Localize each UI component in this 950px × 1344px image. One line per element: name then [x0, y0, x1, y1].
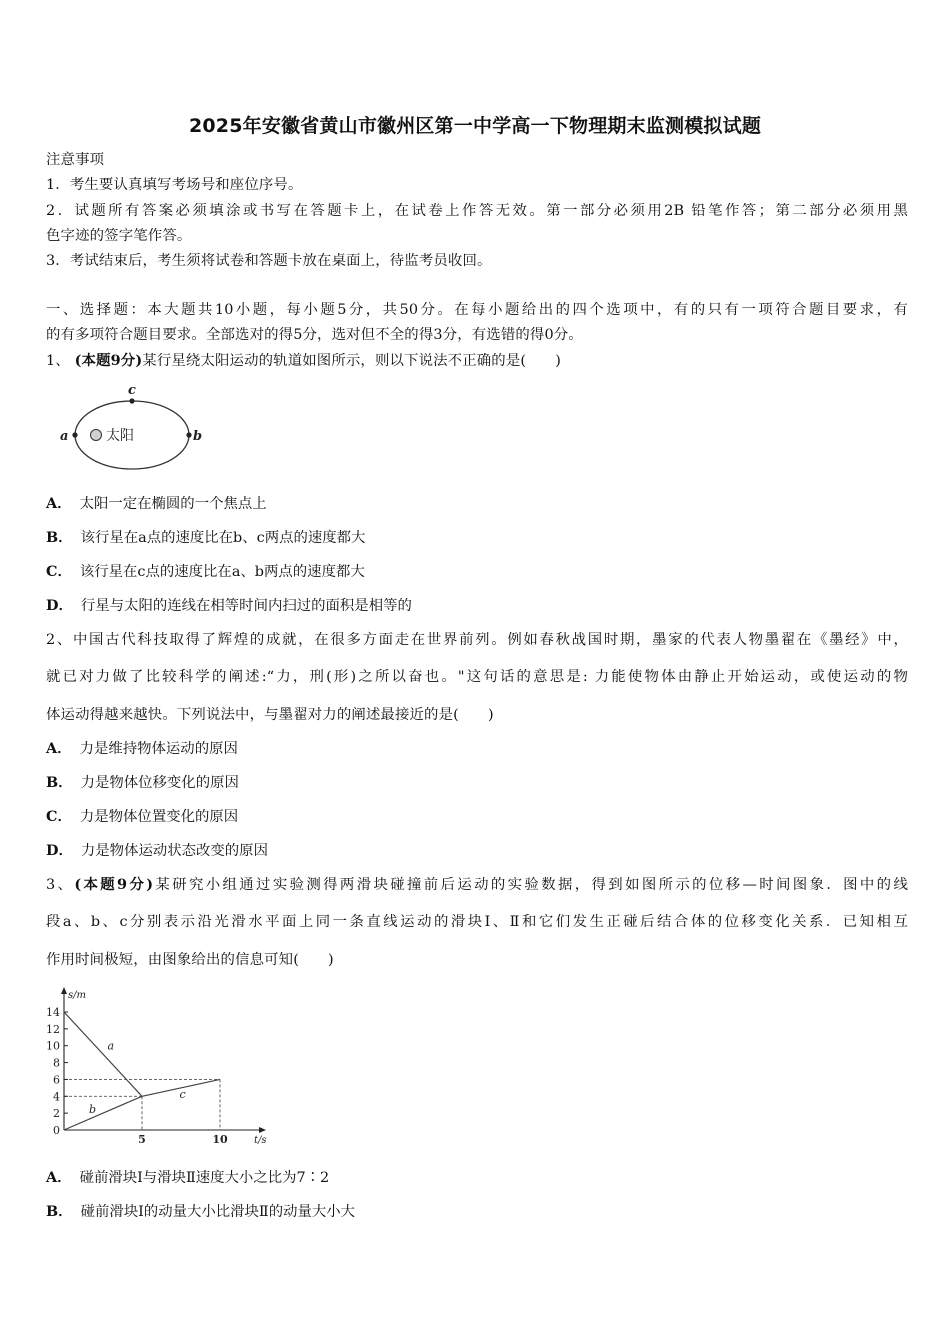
- sun-icon: [91, 430, 102, 441]
- notice-item-1: 1．考生要认真填写考场号和座位序号。: [46, 177, 303, 193]
- q1-option-a-text: 太阳一定在椭圆的一个焦点上: [79, 496, 267, 512]
- y-tick-label-12: 12: [46, 1022, 60, 1036]
- q2-option-b-key: B．: [46, 774, 73, 791]
- q2-option-d-key: D．: [46, 842, 73, 859]
- q1-points: (本题9分): [74, 352, 143, 369]
- q2-option-c: [46, 807, 238, 827]
- point-c-dot: [129, 398, 134, 403]
- q1-option-c-text: 该行星在c点的速度比在a、b两点的速度都大: [79, 564, 365, 580]
- q1-number: 1、: [46, 353, 70, 369]
- q2-option-d-text: 力是物体运动状态改变的原因: [80, 843, 268, 859]
- q1-option-c: [46, 562, 365, 582]
- point-a-dot: [72, 432, 77, 437]
- q2-option-c-key: C．: [46, 808, 72, 825]
- q1-stem: [46, 351, 908, 371]
- y-tick-label-0: 0: [53, 1124, 60, 1137]
- q1-option-b: [46, 528, 365, 548]
- sun-label: 太阳: [106, 428, 134, 444]
- q2-option-d: [46, 841, 268, 861]
- y-tick-label-10: 10: [46, 1039, 60, 1053]
- q2-line2: 就已对力做了比较科学的阐述:“力，刑(形)之所以奋也。"这句话的意思是: 力能使物体由静止开始运动，或使运动的物: [46, 669, 908, 685]
- q1-option-d-text: 行星与太阳的连线在相等时间内扫过的面积是相等的: [80, 598, 412, 614]
- series-label-a: a: [107, 1039, 115, 1053]
- y-tick-label-14: 14: [46, 1006, 60, 1019]
- series-line-a: [64, 1012, 142, 1096]
- section1-intro-line2: 的有多项符合题目要求。全部选对的得5分，选对但不全的得3分，有选错的得0分。: [46, 327, 583, 343]
- point-c-label: c: [128, 383, 136, 398]
- q1-text: 某行星绕太阳运动的轨道如图所示，则以下说法不正确的是( ): [142, 353, 561, 369]
- q3-option-b: [46, 1202, 355, 1222]
- q1-option-c-key: C．: [46, 563, 72, 580]
- series-line-b: [64, 1096, 142, 1130]
- q3-points: (本题9分): [74, 876, 154, 893]
- series-label-b: b: [88, 1103, 97, 1117]
- x-axis-arrow: [259, 1127, 266, 1133]
- q2-option-a-key: A．: [46, 740, 72, 757]
- q3-line3: 作用时间极短，由图象给出的信息可知( ): [46, 952, 334, 968]
- q2-option-c-text: 力是物体位置变化的原因: [79, 809, 239, 825]
- q1-option-d-key: D．: [46, 597, 73, 614]
- q3-option-a-key: A．: [46, 1169, 72, 1186]
- orbit-figure: [52, 380, 212, 480]
- q1-option-a-key: A．: [46, 495, 72, 512]
- point-a-label: a: [60, 429, 69, 444]
- q1-option-d: [46, 596, 412, 616]
- y-tick-label-2: 2: [53, 1107, 60, 1121]
- point-b-dot: [186, 432, 191, 437]
- page-title: 2025年安徽省黄山市徽州区第一中学高一下物理期末监测模拟试题: [188, 115, 762, 137]
- point-b-label: b: [193, 429, 203, 444]
- q3-option-b-text: 碰前滑块Ⅰ的动量大小比滑块Ⅱ的动量大小大: [80, 1204, 356, 1220]
- notice-heading: 注意事项: [46, 152, 105, 168]
- position-time-chart: [38, 980, 278, 1146]
- q1-option-b-text: 该行星在a点的速度比在b、c两点的速度都大: [80, 530, 366, 546]
- q3-option-a-text: 碰前滑块Ⅰ与滑块Ⅱ速度大小之比为7∶2: [79, 1170, 330, 1186]
- q3-text-1: 某研究小组通过实验测得两滑块碰撞前后运动的实验数据，得到如图所示的位移—时间图象．图中的线: [153, 877, 908, 893]
- q3-line2: 段a、b、c分别表示沿光滑水平面上同一条直线运动的滑块Ⅰ、Ⅱ和它们发生正碰后结合体的位移变化关系．已知相互: [46, 914, 908, 930]
- q3-option-a: [46, 1168, 329, 1188]
- q2-option-a-text: 力是维持物体运动的原因: [79, 741, 238, 757]
- q2-option-b: [46, 773, 239, 793]
- q3-number: 3、: [46, 877, 75, 893]
- q1-option-b-key: B．: [46, 529, 73, 546]
- q2-option-a: [46, 739, 238, 759]
- x-axis-label: t/s: [254, 1135, 267, 1146]
- series-label-c: c: [179, 1088, 186, 1102]
- q3-line1: [46, 875, 908, 895]
- q2-line3: 体运动得越来越快。下列说法中，与墨翟对力的阐述最接近的是( ): [46, 707, 494, 723]
- y-axis-label: s/m: [68, 990, 86, 1001]
- y-tick-label-6: 6: [53, 1073, 60, 1087]
- y-tick-label-8: 8: [53, 1056, 60, 1070]
- q1-option-a: [46, 494, 267, 514]
- x-tick-label-5: 5: [138, 1133, 146, 1146]
- q3-option-b-key: B．: [46, 1203, 73, 1220]
- q2-option-b-text: 力是物体位移变化的原因: [80, 775, 239, 791]
- y-axis-arrow: [61, 987, 67, 994]
- notice-item-2-cont: 色字迹的签字笔作答。: [46, 228, 192, 244]
- y-tick-label-4: 4: [53, 1090, 60, 1104]
- q2-line1: 2、中国古代科技取得了辉煌的成就，在很多方面走在世界前列。例如春秋战国时期，墨家的代表人物墨翟在《墨经》中，: [46, 632, 908, 648]
- x-tick-label-10: 10: [212, 1133, 228, 1146]
- notice-item-3: 3．考试结束后，考生须将试卷和答题卡放在桌面上，待监考员收回。: [46, 253, 492, 269]
- section1-intro-line1: 一、选择题：本大题共10小题，每小题5分，共50分。在每小题给出的四个选项中，有的只有一项符合题目要求，有: [46, 302, 908, 318]
- notice-item-2: 2．试题所有答案必须填涂或书写在答题卡上，在试卷上作答无效。第一部分必须用2B 铅笔作答；第二部分必须用黑: [46, 203, 908, 219]
